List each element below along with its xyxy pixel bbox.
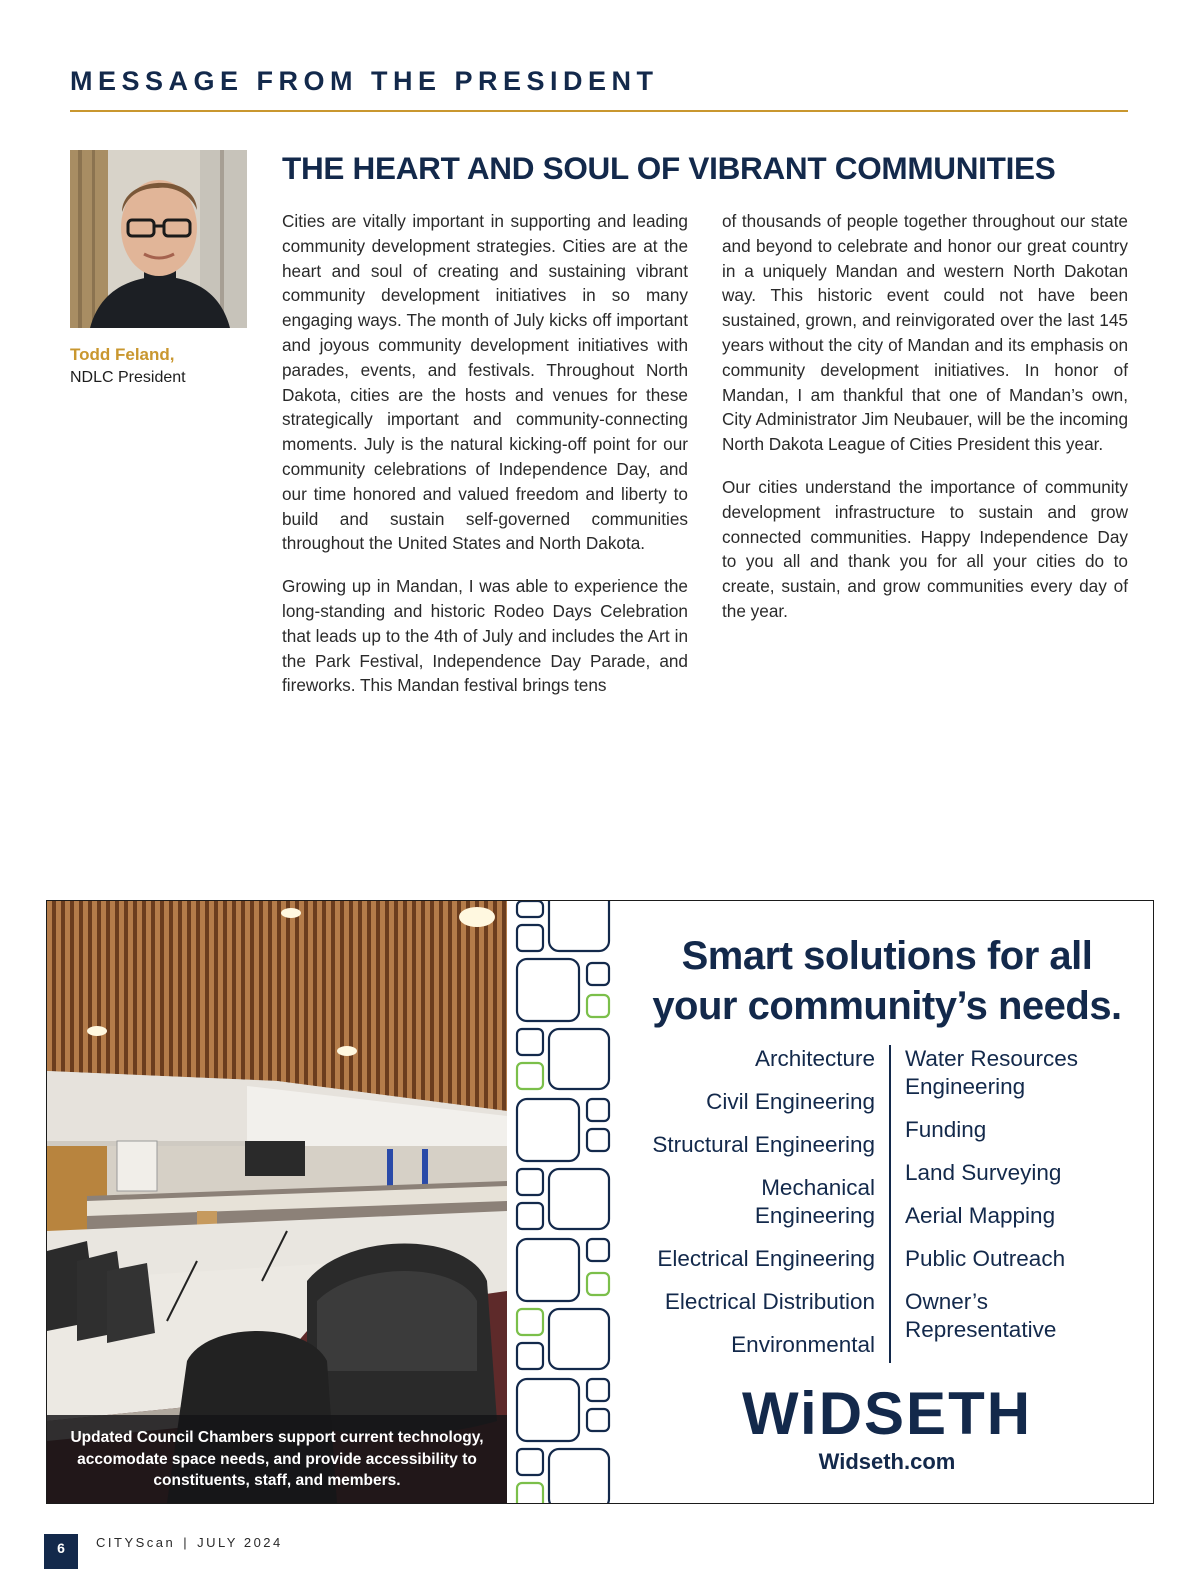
- service-item: Land Surveying: [905, 1160, 1062, 1185]
- widseth-website-link[interactable]: Widseth.com: [818, 1449, 956, 1474]
- section-title: MESSAGE FROM THE PRESIDENT: [70, 66, 659, 96]
- photo-caption: Updated Council Chambers support current technology, accomodate space needs, and provide accessibility to constituents, staff, and members.: [70, 1429, 484, 1489]
- footer-separator: |: [183, 1535, 190, 1550]
- article-paragraph: of thousands of people together throughout our state and beyond to celebrate and honor our great country in a uniquely Mandan and western North Dakotan way. This historic event could not have been sustained, grown, and reinvigorated over the last 145 years without the city of Mandan and its emphasis on community development initiatives. In honor of Mandan, I am thankful that one of Mandan’s own, City Administrator Jim Neubauer, will be the incoming North Dakota League of Cities President this year.: [722, 211, 1128, 455]
- article-headline: THE HEART AND SOUL OF VIBRANT COMMUNITIES: [282, 150, 1056, 186]
- widseth-advertisement[interactable]: [46, 900, 1154, 1504]
- widseth-logo: WiDSETH: [741, 1380, 1033, 1447]
- section-divider: [70, 110, 1128, 112]
- service-item: Owner’s Representative: [905, 1289, 1057, 1342]
- issue-date: JULY 2024: [197, 1535, 283, 1550]
- service-item: Mechanical Engineering: [754, 1175, 875, 1228]
- photo-caption-band: [47, 1415, 507, 1503]
- article-column-2: [722, 209, 1128, 642]
- services-list-right: [905, 1045, 1105, 1359]
- service-item: Water Resources Engineering: [905, 1046, 1078, 1099]
- council-chamber-photo: [47, 901, 507, 1503]
- service-item: Electrical Distribution: [664, 1289, 875, 1314]
- service-item: Environmental: [731, 1332, 875, 1357]
- page-number: 6: [44, 1534, 78, 1569]
- service-item: Structural Engineering: [652, 1132, 875, 1157]
- services-list-left: [652, 1045, 875, 1374]
- ad-headline-line-2: your community’s needs.: [652, 984, 1122, 1028]
- author-portrait: [70, 150, 247, 328]
- author-name: Todd Feland,: [70, 345, 175, 364]
- article-paragraph: Cities are vitally important in supporting and leading community development strategies. Cities are at the heart and soul of creating and sustaining vibrant community development initiatives in so many engaging ways. The month of July kicks off important and joyous community development initiatives with parades, events, and festivals. Throughout North Dakota, cities are the hosts and venues for these strategically important and community-connecting moments. July is the natural kicking-off point for our community celebrations of Independence Day, and our time honored and valued freedom and liberty to build and sustain self-governed communities throughout the United States and North Dakota.: [282, 211, 688, 554]
- publication-name: CITYScan: [96, 1535, 176, 1550]
- ad-headline: [627, 931, 1147, 1031]
- service-item: Funding: [905, 1117, 987, 1142]
- service-item: Electrical Engineering: [657, 1246, 875, 1271]
- author-role: NDLC President: [70, 369, 186, 386]
- decorative-tile-pattern: [507, 901, 617, 1503]
- article-paragraph: Growing up in Mandan, I was able to experience the long-standing and historic Rodeo Days Celebration that leads up to the 4th of July and includes the Art in the Park Festival, Independence Day Parade, and fireworks. This Mandan festival brings tens: [282, 576, 688, 696]
- service-item: Civil Engineering: [706, 1089, 875, 1114]
- service-item: Public Outreach: [905, 1246, 1066, 1271]
- service-item: Architecture: [754, 1046, 875, 1071]
- service-item: Aerial Mapping: [905, 1203, 1056, 1228]
- article-column-1: [282, 209, 688, 716]
- ad-headline-line-1: Smart solutions for all: [681, 934, 1093, 978]
- footer-publication: [96, 1535, 283, 1550]
- article-paragraph: Our cities understand the importance of community development infrastructure to sustain and grow connected communities. Happy Independence Day to you all and thank you for all your cities do to create, sustain, and grow communities every day of the year.: [722, 476, 1128, 621]
- services-divider: [889, 1045, 891, 1363]
